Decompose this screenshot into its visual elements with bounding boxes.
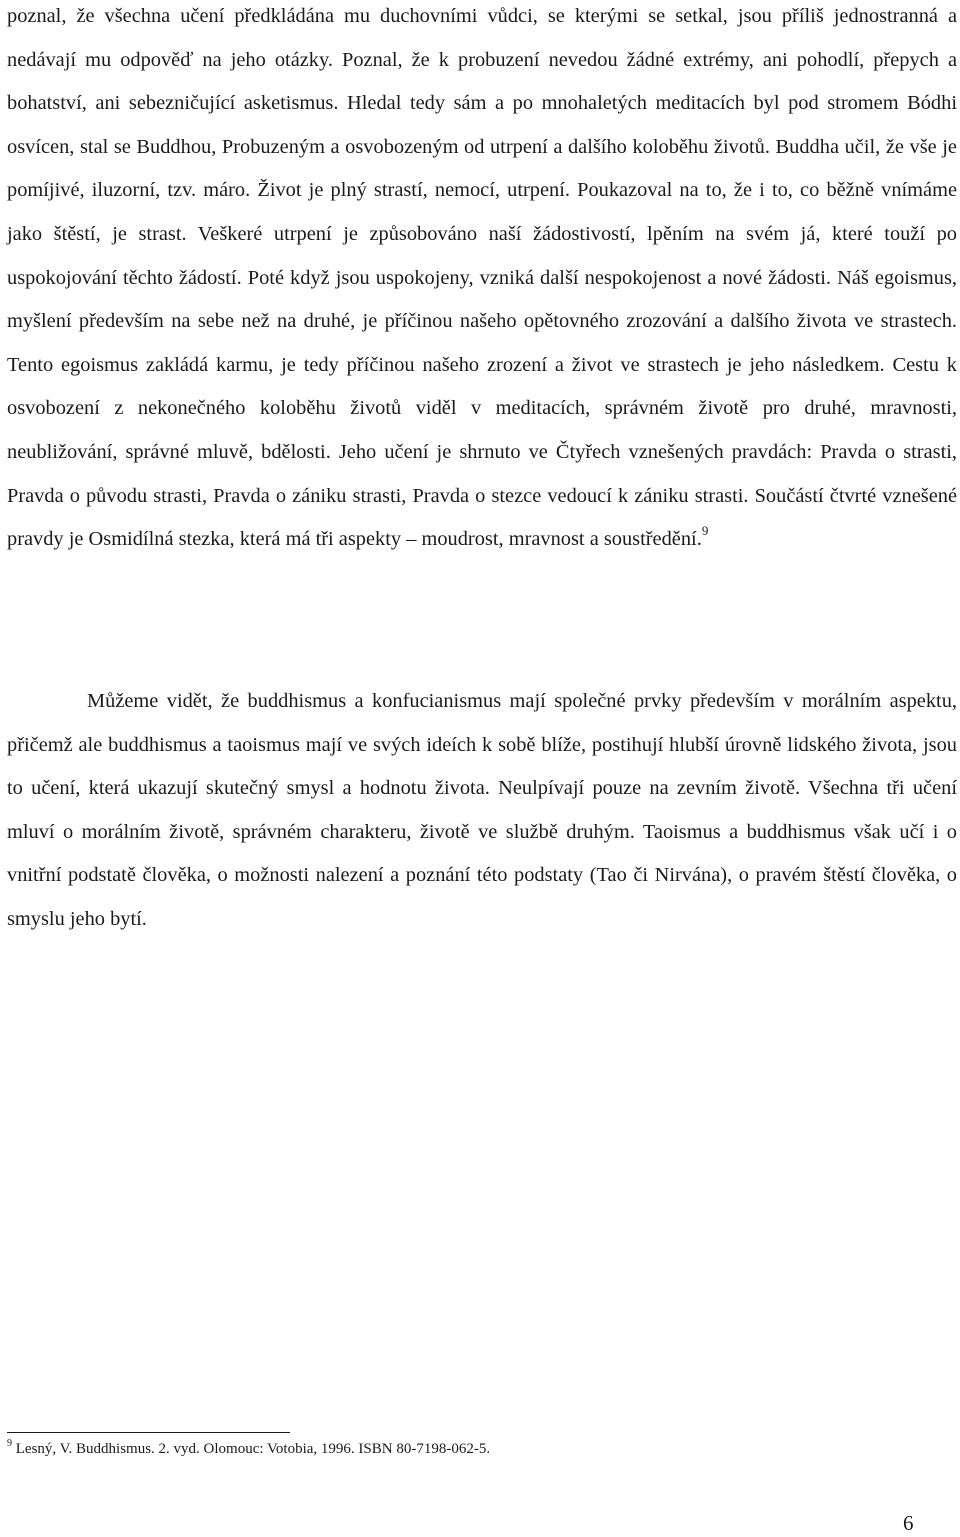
footnote-number: 9 — [7, 1438, 12, 1449]
page-number: 6 — [903, 1511, 914, 1535]
footnote-reference[interactable]: 9 — [701, 523, 709, 539]
paragraph-text: Můžeme vidět, že buddhismus a konfucianismus mají společné prvky především v morálním aspektu, přičemž ale buddhismus a taoismus mají ve svých ideích k sobě blíže, postihují hlubší úrovně lidského života, jsou to učení, která ukazují skutečný smysl a hodnotu života. Neulpívají pouze na zevním životě. Všechna tři učení mluví o morálním životě, správném charakteru, životě ve službě druhým. Taoismus a buddhismus však učí i o vnitřní podstatě člověka, o možnosti nalezení a poznání této podstaty (Tao či Nirvána), o pravém štěstí člověka, o smyslu jeho bytí. — [7, 690, 957, 930]
body-paragraph — [7, 680, 957, 942]
footnote — [7, 1439, 907, 1459]
footnote-text: Lesný, V. Buddhismus. 2. vyd. Olomouc: Votobia, 1996. ISBN 80-7198-062-5. — [15, 1441, 491, 1457]
body-paragraph — [7, 0, 957, 562]
paragraph-text: poznal, že všechna učení předkládána mu duchovními vůdci, se kterými se setkal, jsou příliš jednostranná a nedávají mu odpověď na jeho otázky. Poznal, že k probuzení nevedou žádné extrémy, ani pohodlí, přepych a bohatství, ani sebezničující asketismus. Hledal tedy sám a po mnohaletých meditacích byl pod stromem Bódhi osvícen, stal se Buddhou, Probuzeným a osvobozeným od utrpení a dalšího koloběhu životů. Buddha učil, že vše je pomíjivé, iluzorní, tzv. máro. Život je plný strastí, nemocí, utrpení. Poukazoval na to, že i to, co běžně vnímáme jako štěstí, je strast. Veškeré utrpení je způsobováno naší žádostivostí, lpěním na svém já, které touží po uspokojování těchto žádostí. Poté když jsou uspokojeny, vzniká další nespokojenost a nové žádosti. Náš egoismus, myšlení především na sebe než na druhé, je příčinou našeho opětovného zrozování a dalšího života ve strastech. Tento egoismus zakládá karmu, je tedy příčinou našeho zrození a život ve strastech je jeho následkem. Cestu k osvobození z nekonečného koloběhu životů viděl v meditacích, správném životě pro druhé, mravnosti, neubližování, správné mluvě, bdělosti. Jeho učení je shrnuto ve Čtyřech vznešených pravdách: Pravda o strasti, Pravda o původu strasti, Pravda o zániku strasti, Pravda o stezce vedoucí k zániku strasti. Součástí čtvrté vznešené pravdy je Osmidílná stezka, která má tři aspekty – moudrost, mravnost a soustředění. — [7, 5, 957, 551]
footnote-separator — [7, 1432, 290, 1433]
